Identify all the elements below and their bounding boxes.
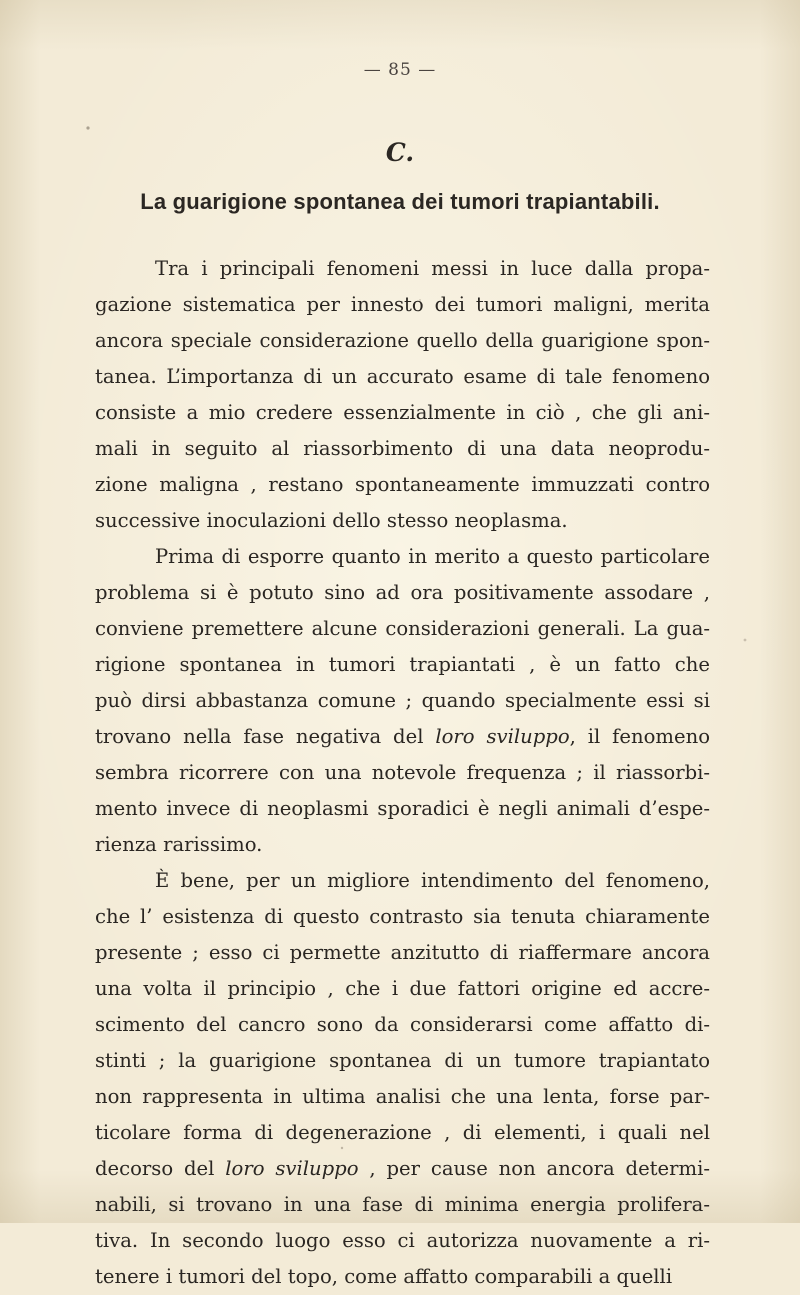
text-line: presente ; esso ci permette anzitutto di riaffermare ancora (95, 941, 710, 964)
text-line: gazione sistematica per innesto dei tumori maligni, merita (95, 293, 710, 316)
text-line: rigione spontanea in tumori trapiantati , è un fatto che (95, 653, 710, 676)
text-line: può dirsi abbastanza comune ; quando specialmente essi si (95, 689, 710, 712)
text-line: tiva. In secondo luogo esso ci autorizza nuovamente a ri- (95, 1229, 710, 1252)
text-line: stinti ; la guarigione spontanea di un tumore trapiantato (95, 1049, 710, 1072)
paragraph (95, 539, 710, 863)
text-line: tenere i tumori del topo, come affatto comparabili a quelli (95, 1265, 673, 1288)
text-line: ticolare forma di degenerazione , di elementi, i quali nel (95, 1121, 710, 1144)
section-letter: C. (385, 138, 415, 167)
text-line: zione maligna , restano spontaneamente immuzzati contro (95, 473, 710, 496)
text-line: tanea. L’importanza di un accurato esame di tale fenomeno (95, 365, 710, 388)
text-line: una volta il principio , che i due fattori origine ed accre- (95, 977, 710, 1000)
text-line: non rappresenta in ultima analisi che una lenta, forse par- (95, 1085, 710, 1108)
text-line: scimento del cancro sono da considerarsi come affatto di- (95, 1013, 710, 1036)
text-line: mento invece di neoplasmi sporadici è negli animali d’espe- (95, 797, 710, 820)
text-line: consiste a mio credere essenzialmente in ciò , che gli ani- (95, 401, 710, 424)
text-line: conviene premettere alcune considerazioni generali. La gua- (95, 617, 710, 640)
section-title: La guarigione spontanea dei tumori trapiantabili. (140, 189, 660, 214)
page-number: — 85 — (363, 60, 437, 80)
text-line: nabili, si trovano in una fase di minima energia prolifera- (95, 1193, 710, 1216)
text-line: decorso del loro sviluppo , per cause non ancora determi- (95, 1157, 710, 1180)
text-line: È bene, per un migliore intendimento del fenomeno, (155, 869, 710, 892)
text-line: Tra i principali fenomeni messi in luce dalla propa- (155, 257, 710, 280)
body-text (95, 251, 710, 1295)
text-line: mali in seguito al riassorbimento di una data neoprodu- (95, 437, 710, 460)
paragraph (95, 251, 710, 539)
text-line: rienza rarissimo. (95, 833, 263, 856)
text-line: sembra ricorrere con una notevole frequenza ; il riassorbi- (95, 761, 710, 784)
paragraph (95, 863, 710, 1295)
text-line: che l’ esistenza di questo contrasto sia tenuta chiaramente (95, 905, 710, 928)
text-line: problema si è potuto sino ad ora positivamente assodare , (95, 581, 710, 604)
text-line: Prima di esporre quanto in merito a questo particolare (155, 545, 710, 568)
text-line: successive inoculazioni dello stesso neoplasma. (95, 509, 568, 532)
text-line: ancora speciale considerazione quello della guarigione spon- (95, 329, 710, 352)
text-line: trovano nella fase negativa del loro sviluppo, il fenomeno (95, 725, 710, 748)
